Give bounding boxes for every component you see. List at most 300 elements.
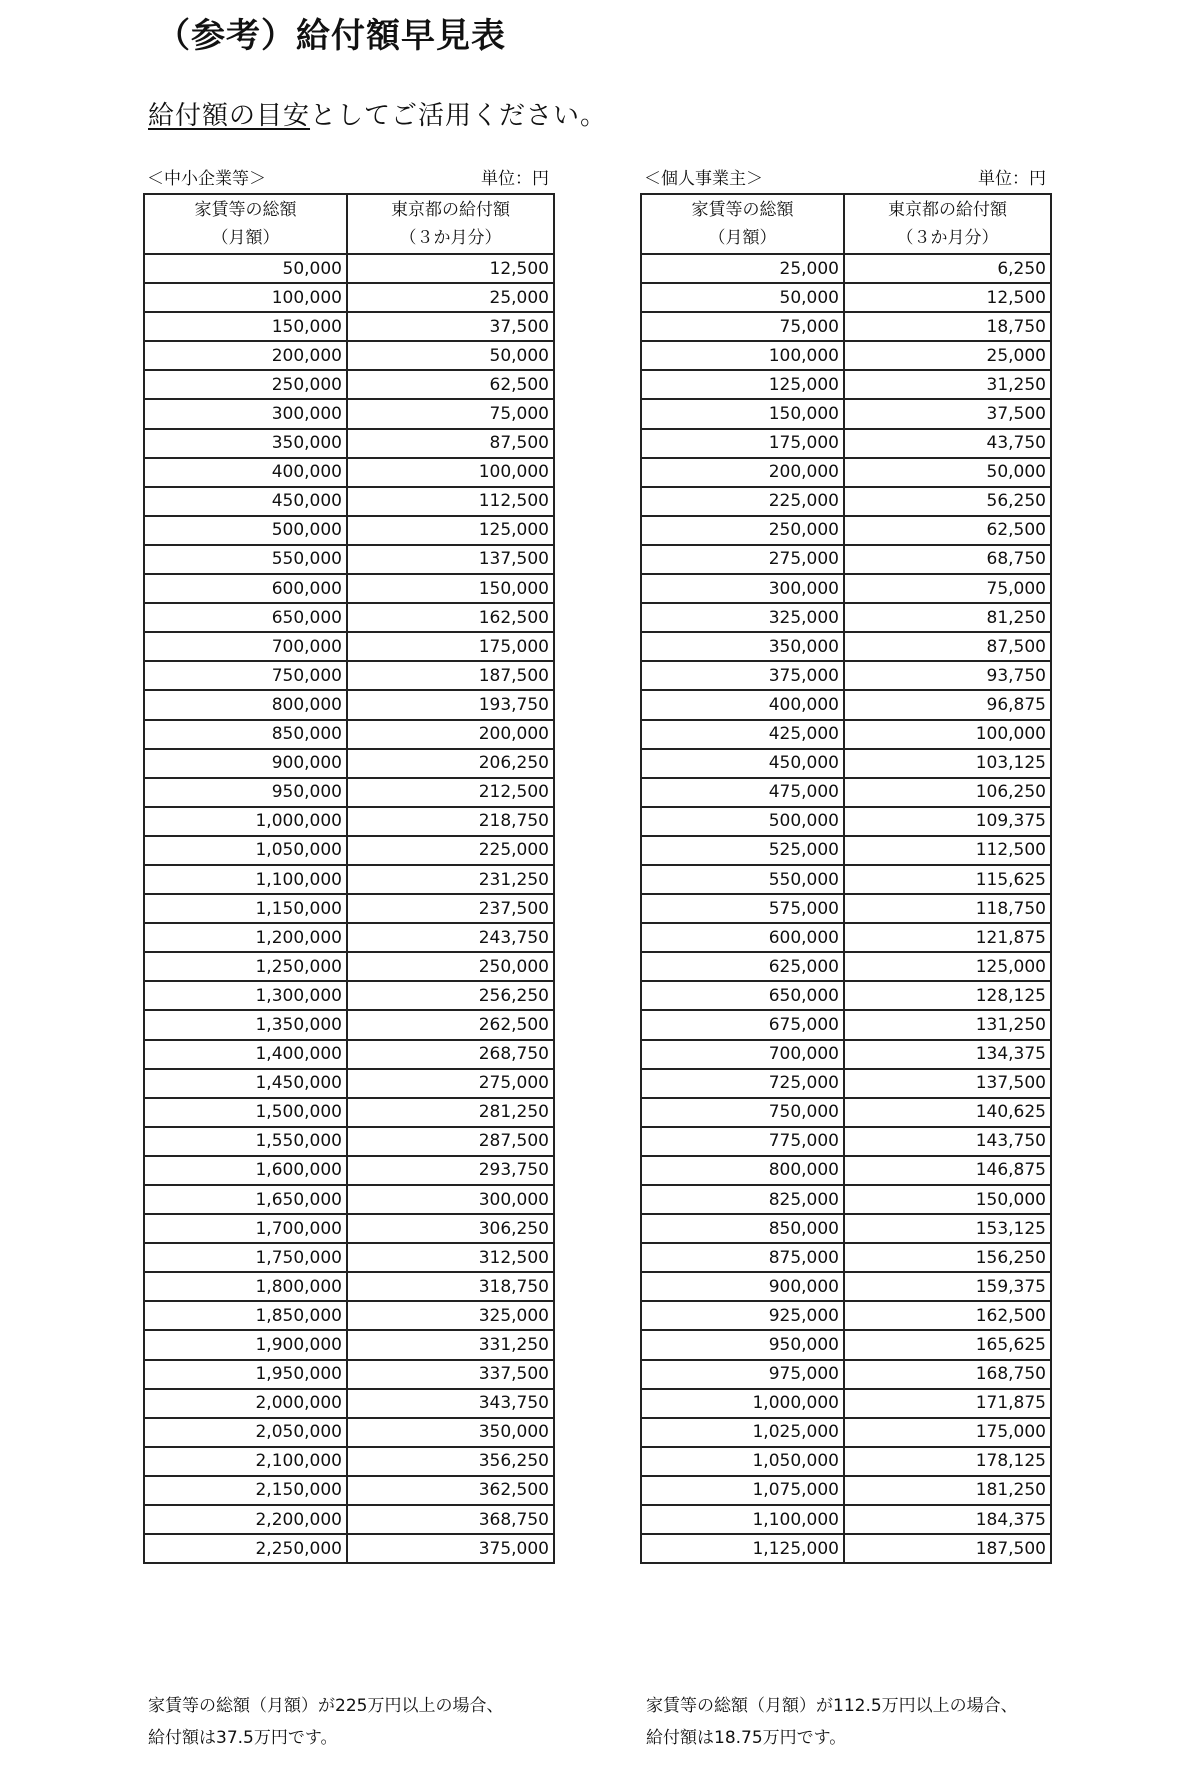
- benefit-amount-cell: 37,500: [844, 399, 1051, 428]
- table-row: [641, 1505, 1051, 1534]
- rent-total-cell: 25,000: [641, 254, 844, 283]
- benefit-amount-cell: 206,250: [347, 749, 554, 778]
- table-row: [144, 603, 554, 632]
- table-row: [144, 1389, 554, 1418]
- table-row: [641, 603, 1051, 632]
- table-row: [144, 1069, 554, 1098]
- benefit-amount-cell: 178,125: [844, 1447, 1051, 1476]
- table-row: [641, 1185, 1051, 1214]
- benefit-amount-cell: 281,250: [347, 1098, 554, 1127]
- benefit-amount-cell: 128,125: [844, 981, 1051, 1010]
- table-row: [641, 1069, 1051, 1098]
- sme-header-rent-line2: （月額）: [211, 228, 280, 248]
- table-row: [144, 283, 554, 312]
- benefit-amount-cell: 18,750: [844, 312, 1051, 341]
- benefit-amount-cell: 31,250: [844, 370, 1051, 399]
- sme-header-row: [144, 194, 554, 254]
- benefit-amount-cell: 325,000: [347, 1301, 554, 1330]
- rent-total-cell: 850,000: [641, 1214, 844, 1243]
- benefit-amount-cell: 375,000: [347, 1534, 554, 1563]
- rent-total-cell: 525,000: [641, 836, 844, 865]
- table-row: [144, 923, 554, 952]
- rent-total-cell: 600,000: [641, 923, 844, 952]
- benefit-amount-cell: 109,375: [844, 807, 1051, 836]
- benefit-amount-cell: 106,250: [844, 778, 1051, 807]
- rent-total-cell: 1,750,000: [144, 1243, 347, 1272]
- rent-total-cell: 900,000: [641, 1272, 844, 1301]
- rent-total-cell: 2,100,000: [144, 1447, 347, 1476]
- benefit-amount-cell: 200,000: [347, 720, 554, 749]
- benefit-amount-cell: 318,750: [347, 1272, 554, 1301]
- table-row: [641, 952, 1051, 981]
- rent-total-cell: 1,900,000: [144, 1330, 347, 1359]
- table-row: [144, 1360, 554, 1389]
- table-row: [641, 429, 1051, 458]
- rent-total-cell: 1,700,000: [144, 1214, 347, 1243]
- rent-total-cell: 200,000: [641, 458, 844, 487]
- benefit-amount-cell: 125,000: [347, 516, 554, 545]
- rent-total-cell: 300,000: [144, 399, 347, 428]
- benefit-amount-cell: 143,750: [844, 1127, 1051, 1156]
- table-row: [641, 1476, 1051, 1505]
- table-row: [641, 312, 1051, 341]
- table-row: [641, 923, 1051, 952]
- table-row: [144, 1272, 554, 1301]
- benefit-amount-cell: 37,500: [347, 312, 554, 341]
- rent-total-cell: 1,000,000: [144, 807, 347, 836]
- table-row: [641, 399, 1051, 428]
- table-row: [144, 516, 554, 545]
- benefit-amount-cell: 150,000: [844, 1185, 1051, 1214]
- rent-total-cell: 375,000: [641, 661, 844, 690]
- benefit-amount-cell: 125,000: [844, 952, 1051, 981]
- table-row: [641, 778, 1051, 807]
- benefit-amount-cell: 181,250: [844, 1476, 1051, 1505]
- table-row: [144, 865, 554, 894]
- rent-total-cell: 675,000: [641, 1010, 844, 1039]
- rent-total-cell: 1,250,000: [144, 952, 347, 981]
- rent-total-cell: 950,000: [144, 778, 347, 807]
- rent-total-cell: 2,000,000: [144, 1389, 347, 1418]
- sme-note-line2: 給付額は37.5万円です。: [148, 1728, 338, 1748]
- rent-total-cell: 150,000: [144, 312, 347, 341]
- benefit-amount-cell: 75,000: [347, 399, 554, 428]
- benefit-amount-cell: 187,500: [844, 1534, 1051, 1563]
- benefit-amount-cell: 68,750: [844, 545, 1051, 574]
- benefit-amount-cell: 262,500: [347, 1010, 554, 1039]
- rent-total-cell: 725,000: [641, 1069, 844, 1098]
- sme-table-body: [144, 254, 554, 1563]
- table-row: [641, 254, 1051, 283]
- table-row: [144, 312, 554, 341]
- table-row: [144, 1214, 554, 1243]
- benefit-amount-cell: 93,750: [844, 661, 1051, 690]
- sole-header-rent-line1: 家賃等の総額: [691, 200, 794, 220]
- benefit-amount-cell: 81,250: [844, 603, 1051, 632]
- rent-total-cell: 875,000: [641, 1243, 844, 1272]
- rent-total-cell: 1,050,000: [144, 836, 347, 865]
- rent-total-cell: 50,000: [144, 254, 347, 283]
- sole-note: [646, 1690, 1018, 1754]
- benefit-amount-cell: 43,750: [844, 429, 1051, 458]
- rent-total-cell: 650,000: [641, 981, 844, 1010]
- rent-total-cell: 1,000,000: [641, 1389, 844, 1418]
- table-row: [641, 458, 1051, 487]
- rent-total-cell: 950,000: [641, 1330, 844, 1359]
- benefit-amount-cell: 175,000: [844, 1418, 1051, 1447]
- sole-caption: ＜個人事業主＞: [644, 169, 763, 189]
- rent-total-cell: 750,000: [641, 1098, 844, 1127]
- table-row: [144, 778, 554, 807]
- benefit-amount-cell: 50,000: [347, 341, 554, 370]
- table-row: [144, 458, 554, 487]
- benefit-amount-cell: 137,500: [347, 545, 554, 574]
- benefit-amount-cell: 275,000: [347, 1069, 554, 1098]
- benefit-amount-cell: 62,500: [844, 516, 1051, 545]
- benefit-amount-cell: 293,750: [347, 1156, 554, 1185]
- rent-total-cell: 300,000: [641, 574, 844, 603]
- benefit-amount-cell: 362,500: [347, 1476, 554, 1505]
- rent-total-cell: 250,000: [641, 516, 844, 545]
- table-row: [641, 807, 1051, 836]
- sole-note-line1: 家賃等の総額（月額）が112.5万円以上の場合、: [646, 1696, 1018, 1716]
- rent-total-cell: 1,450,000: [144, 1069, 347, 1098]
- rent-total-cell: 1,850,000: [144, 1301, 347, 1330]
- table-row: [144, 1010, 554, 1039]
- benefit-amount-cell: 237,500: [347, 894, 554, 923]
- sole-table-block: [640, 166, 1050, 1564]
- rent-total-cell: 1,075,000: [641, 1476, 844, 1505]
- rent-total-cell: 550,000: [144, 545, 347, 574]
- sole-header-rent-line2: （月額）: [708, 228, 777, 248]
- benefit-amount-cell: 6,250: [844, 254, 1051, 283]
- rent-total-cell: 475,000: [641, 778, 844, 807]
- rent-total-cell: 100,000: [144, 283, 347, 312]
- table-row: [144, 254, 554, 283]
- table-row: [641, 1534, 1051, 1563]
- table-row: [144, 1447, 554, 1476]
- table-row: [641, 1330, 1051, 1359]
- sme-caption: ＜中小企業等＞: [147, 169, 266, 189]
- rent-total-cell: 750,000: [144, 661, 347, 690]
- benefit-amount-cell: 368,750: [347, 1505, 554, 1534]
- table-row: [641, 1272, 1051, 1301]
- table-row: [144, 1098, 554, 1127]
- benefit-amount-cell: 171,875: [844, 1389, 1051, 1418]
- benefit-amount-cell: 343,750: [347, 1389, 554, 1418]
- sme-table: [143, 193, 555, 1564]
- benefit-amount-cell: 250,000: [347, 952, 554, 981]
- rent-total-cell: 250,000: [144, 370, 347, 399]
- rent-total-cell: 2,200,000: [144, 1505, 347, 1534]
- rent-total-cell: 800,000: [144, 690, 347, 719]
- rent-total-cell: 800,000: [641, 1156, 844, 1185]
- rent-total-cell: 1,600,000: [144, 1156, 347, 1185]
- benefit-amount-cell: 87,500: [844, 632, 1051, 661]
- benefit-amount-cell: 62,500: [347, 370, 554, 399]
- rent-total-cell: 1,350,000: [144, 1010, 347, 1039]
- rent-total-cell: 1,400,000: [144, 1040, 347, 1069]
- table-row: [641, 370, 1051, 399]
- rent-total-cell: 775,000: [641, 1127, 844, 1156]
- table-row: [641, 574, 1051, 603]
- rent-total-cell: 225,000: [641, 487, 844, 516]
- table-row: [144, 1505, 554, 1534]
- table-row: [144, 487, 554, 516]
- sole-caption-row: [640, 166, 1050, 193]
- sole-unit: 単位：円: [978, 169, 1046, 189]
- benefit-amount-cell: 12,500: [347, 254, 554, 283]
- table-row: [144, 894, 554, 923]
- sole-note-line2: 給付額は18.75万円です。: [646, 1728, 847, 1748]
- rent-total-cell: 400,000: [144, 458, 347, 487]
- benefit-amount-cell: 75,000: [844, 574, 1051, 603]
- rent-total-cell: 425,000: [641, 720, 844, 749]
- rent-total-cell: 175,000: [641, 429, 844, 458]
- benefit-amount-cell: 306,250: [347, 1214, 554, 1243]
- benefit-amount-cell: 118,750: [844, 894, 1051, 923]
- benefit-amount-cell: 287,500: [347, 1127, 554, 1156]
- rent-total-cell: 400,000: [641, 690, 844, 719]
- table-row: [144, 952, 554, 981]
- table-row: [641, 1127, 1051, 1156]
- benefit-amount-cell: 112,500: [844, 836, 1051, 865]
- rent-total-cell: 1,050,000: [641, 1447, 844, 1476]
- benefit-amount-cell: 25,000: [844, 341, 1051, 370]
- rent-total-cell: 325,000: [641, 603, 844, 632]
- sole-table: [640, 193, 1052, 1564]
- benefit-amount-cell: 156,250: [844, 1243, 1051, 1272]
- table-row: [641, 516, 1051, 545]
- benefit-amount-cell: 225,000: [347, 836, 554, 865]
- benefit-amount-cell: 153,125: [844, 1214, 1051, 1243]
- benefit-amount-cell: 131,250: [844, 1010, 1051, 1039]
- rent-total-cell: 1,500,000: [144, 1098, 347, 1127]
- table-row: [641, 1214, 1051, 1243]
- benefit-amount-cell: 168,750: [844, 1360, 1051, 1389]
- rent-total-cell: 100,000: [641, 341, 844, 370]
- table-row: [641, 749, 1051, 778]
- benefit-amount-cell: 112,500: [347, 487, 554, 516]
- table-row: [144, 749, 554, 778]
- table-row: [641, 981, 1051, 1010]
- rent-total-cell: 1,550,000: [144, 1127, 347, 1156]
- table-row: [641, 1156, 1051, 1185]
- table-row: [144, 545, 554, 574]
- sole-header-benefit-line1: 東京都の給付額: [888, 200, 1007, 220]
- table-row: [641, 865, 1051, 894]
- rent-total-cell: 500,000: [641, 807, 844, 836]
- rent-total-cell: 2,150,000: [144, 1476, 347, 1505]
- sme-header-benefit-line2: （３か月分）: [399, 228, 502, 248]
- benefit-amount-cell: 150,000: [347, 574, 554, 603]
- rent-total-cell: 125,000: [641, 370, 844, 399]
- rent-total-cell: 575,000: [641, 894, 844, 923]
- benefit-amount-cell: 356,250: [347, 1447, 554, 1476]
- table-row: [144, 836, 554, 865]
- benefit-amount-cell: 50,000: [844, 458, 1051, 487]
- rent-total-cell: 550,000: [641, 865, 844, 894]
- rent-total-cell: 500,000: [144, 516, 347, 545]
- table-row: [144, 1418, 554, 1447]
- rent-total-cell: 900,000: [144, 749, 347, 778]
- benefit-amount-cell: 100,000: [347, 458, 554, 487]
- benefit-amount-cell: 331,250: [347, 1330, 554, 1359]
- rent-total-cell: 1,100,000: [144, 865, 347, 894]
- table-row: [144, 341, 554, 370]
- benefit-amount-cell: 137,500: [844, 1069, 1051, 1098]
- table-row: [641, 1243, 1051, 1272]
- rent-total-cell: 825,000: [641, 1185, 844, 1214]
- table-row: [144, 1301, 554, 1330]
- rent-total-cell: 450,000: [641, 749, 844, 778]
- table-row: [641, 1301, 1051, 1330]
- table-row: [144, 574, 554, 603]
- benefit-amount-cell: 184,375: [844, 1505, 1051, 1534]
- rent-total-cell: 650,000: [144, 603, 347, 632]
- rent-total-cell: 2,250,000: [144, 1534, 347, 1563]
- benefit-amount-cell: 159,375: [844, 1272, 1051, 1301]
- sme-header-rent: [144, 194, 347, 254]
- sme-caption-row: [143, 166, 553, 193]
- table-row: [641, 1010, 1051, 1039]
- benefit-amount-cell: 312,500: [347, 1243, 554, 1272]
- table-row: [641, 836, 1051, 865]
- rent-total-cell: 1,025,000: [641, 1418, 844, 1447]
- table-row: [641, 894, 1051, 923]
- benefit-amount-cell: 56,250: [844, 487, 1051, 516]
- benefit-amount-cell: 103,125: [844, 749, 1051, 778]
- rent-total-cell: 850,000: [144, 720, 347, 749]
- table-row: [144, 1243, 554, 1272]
- benefit-amount-cell: 146,875: [844, 1156, 1051, 1185]
- table-row: [641, 690, 1051, 719]
- table-row: [641, 1098, 1051, 1127]
- table-row: [144, 1040, 554, 1069]
- table-row: [641, 1040, 1051, 1069]
- table-row: [144, 632, 554, 661]
- subtitle-rest: としてご活用ください。: [310, 101, 608, 131]
- benefit-amount-cell: 256,250: [347, 981, 554, 1010]
- benefit-amount-cell: 12,500: [844, 283, 1051, 312]
- table-row: [144, 370, 554, 399]
- benefit-amount-cell: 100,000: [844, 720, 1051, 749]
- rent-total-cell: 350,000: [144, 429, 347, 458]
- sme-header-benefit: [347, 194, 554, 254]
- table-row: [144, 1534, 554, 1563]
- table-row: [144, 1127, 554, 1156]
- rent-total-cell: 1,800,000: [144, 1272, 347, 1301]
- table-row: [144, 807, 554, 836]
- rent-total-cell: 975,000: [641, 1360, 844, 1389]
- table-row: [144, 720, 554, 749]
- rent-total-cell: 1,650,000: [144, 1185, 347, 1214]
- rent-total-cell: 1,100,000: [641, 1505, 844, 1534]
- benefit-amount-cell: 300,000: [347, 1185, 554, 1214]
- sme-unit: 単位：円: [481, 169, 549, 189]
- table-row: [641, 341, 1051, 370]
- benefit-amount-cell: 218,750: [347, 807, 554, 836]
- table-row: [641, 283, 1051, 312]
- benefit-amount-cell: 162,500: [844, 1301, 1051, 1330]
- table-row: [144, 1185, 554, 1214]
- sme-note-line1: 家賃等の総額（月額）が225万円以上の場合、: [148, 1696, 504, 1716]
- benefit-amount-cell: 25,000: [347, 283, 554, 312]
- rent-total-cell: 200,000: [144, 341, 347, 370]
- table-row: [144, 1156, 554, 1185]
- rent-total-cell: 50,000: [641, 283, 844, 312]
- table-row: [641, 487, 1051, 516]
- sme-header-benefit-line1: 東京都の給付額: [391, 200, 510, 220]
- benefit-amount-cell: 350,000: [347, 1418, 554, 1447]
- subtitle-underlined: 給付額の目安: [148, 101, 311, 131]
- table-row: [641, 1418, 1051, 1447]
- rent-total-cell: 350,000: [641, 632, 844, 661]
- rent-total-cell: 150,000: [641, 399, 844, 428]
- benefit-amount-cell: 193,750: [347, 690, 554, 719]
- rent-total-cell: 275,000: [641, 545, 844, 574]
- table-row: [641, 1447, 1051, 1476]
- table-row: [144, 1476, 554, 1505]
- sole-header-row: [641, 194, 1051, 254]
- benefit-amount-cell: 175,000: [347, 632, 554, 661]
- page-subtitle: [148, 95, 607, 132]
- table-row: [144, 1330, 554, 1359]
- sme-note: [148, 1690, 503, 1754]
- rent-total-cell: 1,200,000: [144, 923, 347, 952]
- rent-total-cell: 75,000: [641, 312, 844, 341]
- rent-total-cell: 1,125,000: [641, 1534, 844, 1563]
- benefit-amount-cell: 165,625: [844, 1330, 1051, 1359]
- rent-total-cell: 2,050,000: [144, 1418, 347, 1447]
- table-row: [641, 661, 1051, 690]
- rent-total-cell: 1,950,000: [144, 1360, 347, 1389]
- sole-header-rent: [641, 194, 844, 254]
- table-row: [641, 632, 1051, 661]
- rent-total-cell: 1,150,000: [144, 894, 347, 923]
- benefit-amount-cell: 134,375: [844, 1040, 1051, 1069]
- benefit-amount-cell: 121,875: [844, 923, 1051, 952]
- benefit-amount-cell: 115,625: [844, 865, 1051, 894]
- table-row: [144, 429, 554, 458]
- benefit-amount-cell: 337,500: [347, 1360, 554, 1389]
- benefit-amount-cell: 231,250: [347, 865, 554, 894]
- sole-table-body: [641, 254, 1051, 1563]
- rent-total-cell: 700,000: [144, 632, 347, 661]
- sole-header-benefit-line2: （３か月分）: [896, 228, 999, 248]
- table-row: [641, 545, 1051, 574]
- benefit-amount-cell: 268,750: [347, 1040, 554, 1069]
- table-row: [641, 720, 1051, 749]
- table-row: [144, 690, 554, 719]
- table-row: [144, 399, 554, 428]
- benefit-amount-cell: 212,500: [347, 778, 554, 807]
- rent-total-cell: 625,000: [641, 952, 844, 981]
- table-row: [144, 661, 554, 690]
- benefit-amount-cell: 87,500: [347, 429, 554, 458]
- benefit-amount-cell: 96,875: [844, 690, 1051, 719]
- page-title: （参考）給付額早見表: [156, 16, 506, 56]
- rent-total-cell: 450,000: [144, 487, 347, 516]
- sme-header-rent-line1: 家賃等の総額: [194, 200, 297, 220]
- sme-table-block: [143, 166, 553, 1564]
- benefit-amount-cell: 243,750: [347, 923, 554, 952]
- table-row: [641, 1360, 1051, 1389]
- table-row: [641, 1389, 1051, 1418]
- sole-header-benefit: [844, 194, 1051, 254]
- rent-total-cell: 925,000: [641, 1301, 844, 1330]
- benefit-amount-cell: 140,625: [844, 1098, 1051, 1127]
